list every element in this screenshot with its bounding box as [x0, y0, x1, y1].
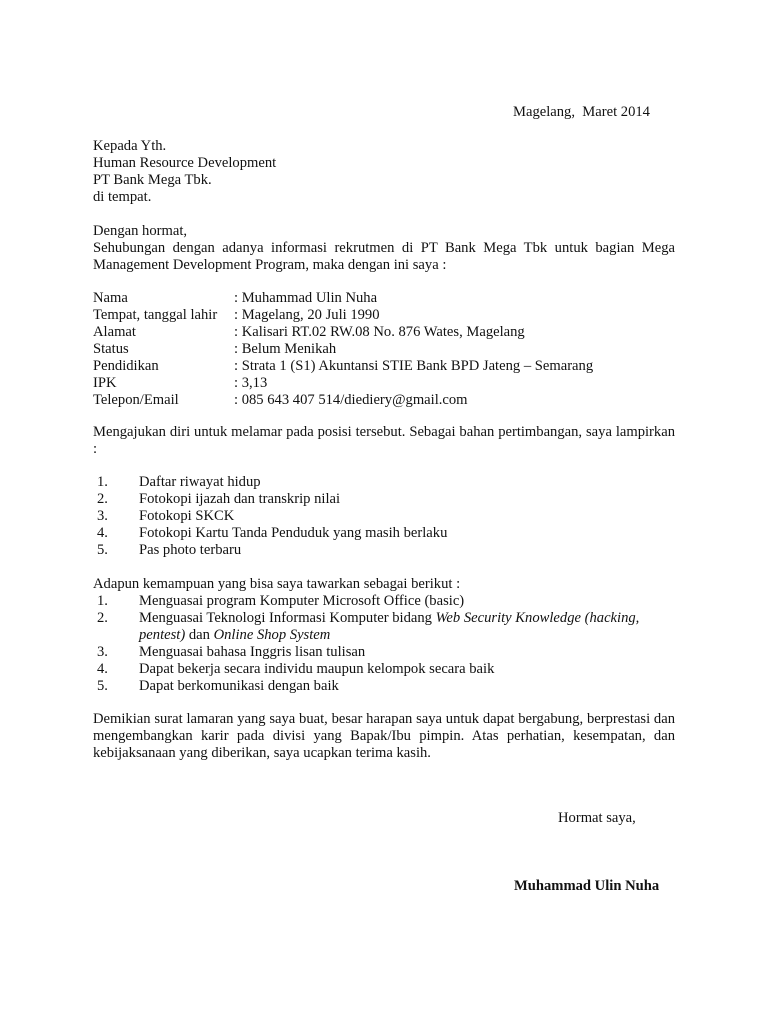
list-text-italic: Online Shop System	[213, 627, 331, 643]
list-number: 4.	[97, 525, 108, 541]
list-text: Fotokopi Kartu Tanda Penduduk yang masih berlaku	[139, 525, 448, 541]
signature-name: Muhammad Ulin Nuha	[514, 878, 660, 894]
identity-row	[93, 290, 675, 307]
recipient-company: PT Bank Mega Tbk.	[93, 172, 212, 188]
identity-row	[93, 307, 675, 324]
identity-value: : Kalisari RT.02 RW.08 No. 876 Wates, Magelang	[234, 324, 525, 340]
list-item	[93, 508, 675, 525]
closing-paragraph: Demikian surat lamaran yang saya buat, besar harapan saya untuk dapat bergabung, berprestasi dan mengembangkan karir pada divisi yang Bapak/Ibu pimpin. Atas perhatian, kesempatan, dan kebijaksanaan yang diberikan, saya ucapkan terima kasih.	[93, 711, 675, 761]
identity-label: Nama	[93, 290, 128, 306]
identity-value: : Strata 1 (S1) Akuntansi STIE Bank BPD Jateng – Semarang	[234, 358, 594, 374]
recipient-block	[93, 138, 276, 206]
identity-row	[93, 358, 675, 375]
list-number: 1.	[97, 474, 108, 490]
list-number: 4.	[97, 661, 108, 677]
list-text: Menguasai bahasa Inggris lisan tulisan	[139, 644, 366, 660]
identity-value: : 085 643 407 514/diediery@gmail.com	[234, 392, 468, 408]
list-item	[93, 474, 675, 491]
list-number: 3.	[97, 644, 108, 660]
list-text: Fotokopi ijazah dan transkrip nilai	[139, 491, 341, 507]
list-item	[93, 525, 675, 542]
identity-label: Tempat, tanggal lahir	[93, 307, 218, 323]
identity-label: IPK	[93, 375, 117, 391]
list-text	[117, 610, 675, 644]
skills-intro: Adapun kemampuan yang bisa saya tawarkan sebagai berikut :	[93, 576, 461, 592]
identity-table	[93, 290, 675, 409]
greeting: Dengan hormat,	[93, 223, 188, 239]
list-number: 5.	[97, 542, 108, 558]
list-item	[93, 678, 675, 695]
recipient-line: Kepada Yth.	[93, 138, 167, 154]
list-item	[93, 542, 675, 559]
list-text: Dapat berkomunikasi dengan baik	[139, 678, 339, 694]
list-text: Dapat bekerja secara individu maupun kelompok secara baik	[139, 661, 495, 677]
identity-label: Pendidikan	[93, 358, 159, 374]
skills-list	[93, 593, 675, 695]
list-text: Fotokopi SKCK	[139, 508, 235, 524]
list-text: Pas photo terbaru	[139, 542, 242, 558]
list-text: Daftar riwayat hidup	[139, 474, 261, 490]
identity-value: : Belum Menikah	[234, 341, 337, 357]
list-text-italic: Web Security Knowledge (hacking, pentest)	[139, 610, 640, 643]
list-item	[93, 491, 675, 508]
identity-row	[93, 341, 675, 358]
list-item	[93, 610, 675, 644]
identity-value: : Muhammad Ulin Nuha	[234, 290, 378, 306]
identity-row	[93, 375, 675, 392]
identity-value: : Magelang, 20 Juli 1990	[234, 307, 380, 323]
identity-label: Telepon/Email	[93, 392, 179, 408]
letter-date: Magelang, Maret 2014	[513, 104, 650, 120]
list-item	[93, 644, 675, 661]
list-text: Menguasai program Komputer Microsoft Office (basic)	[139, 593, 465, 609]
attachment-list	[93, 474, 675, 559]
list-number: 5.	[97, 678, 108, 694]
list-number: 2.	[97, 610, 108, 626]
list-text-part: Menguasai Teknologi Informasi Komputer bidang	[139, 610, 436, 626]
identity-value: : 3,13	[234, 375, 268, 391]
application-paragraph: Mengajukan diri untuk melamar pada posisi tersebut. Sebagai bahan pertimbangan, saya lampirkan :	[93, 424, 675, 457]
identity-row	[93, 392, 675, 409]
identity-row	[93, 324, 675, 341]
list-number: 2.	[97, 491, 108, 507]
identity-label: Alamat	[93, 324, 136, 340]
list-text-part: dan	[185, 627, 214, 643]
list-item	[93, 593, 675, 610]
list-item	[93, 661, 675, 678]
list-number: 1.	[97, 593, 108, 609]
identity-label: Status	[93, 341, 129, 357]
intro-paragraph: Sehubungan dengan adanya informasi rekrutmen di PT Bank Mega Tbk untuk bagian Mega Management Development Program, maka dengan ini saya :	[93, 240, 675, 273]
recipient-location: di tempat.	[93, 189, 152, 205]
signoff: Hormat saya,	[558, 810, 636, 826]
recipient-department: Human Resource Development	[93, 155, 277, 171]
list-number: 3.	[97, 508, 108, 524]
